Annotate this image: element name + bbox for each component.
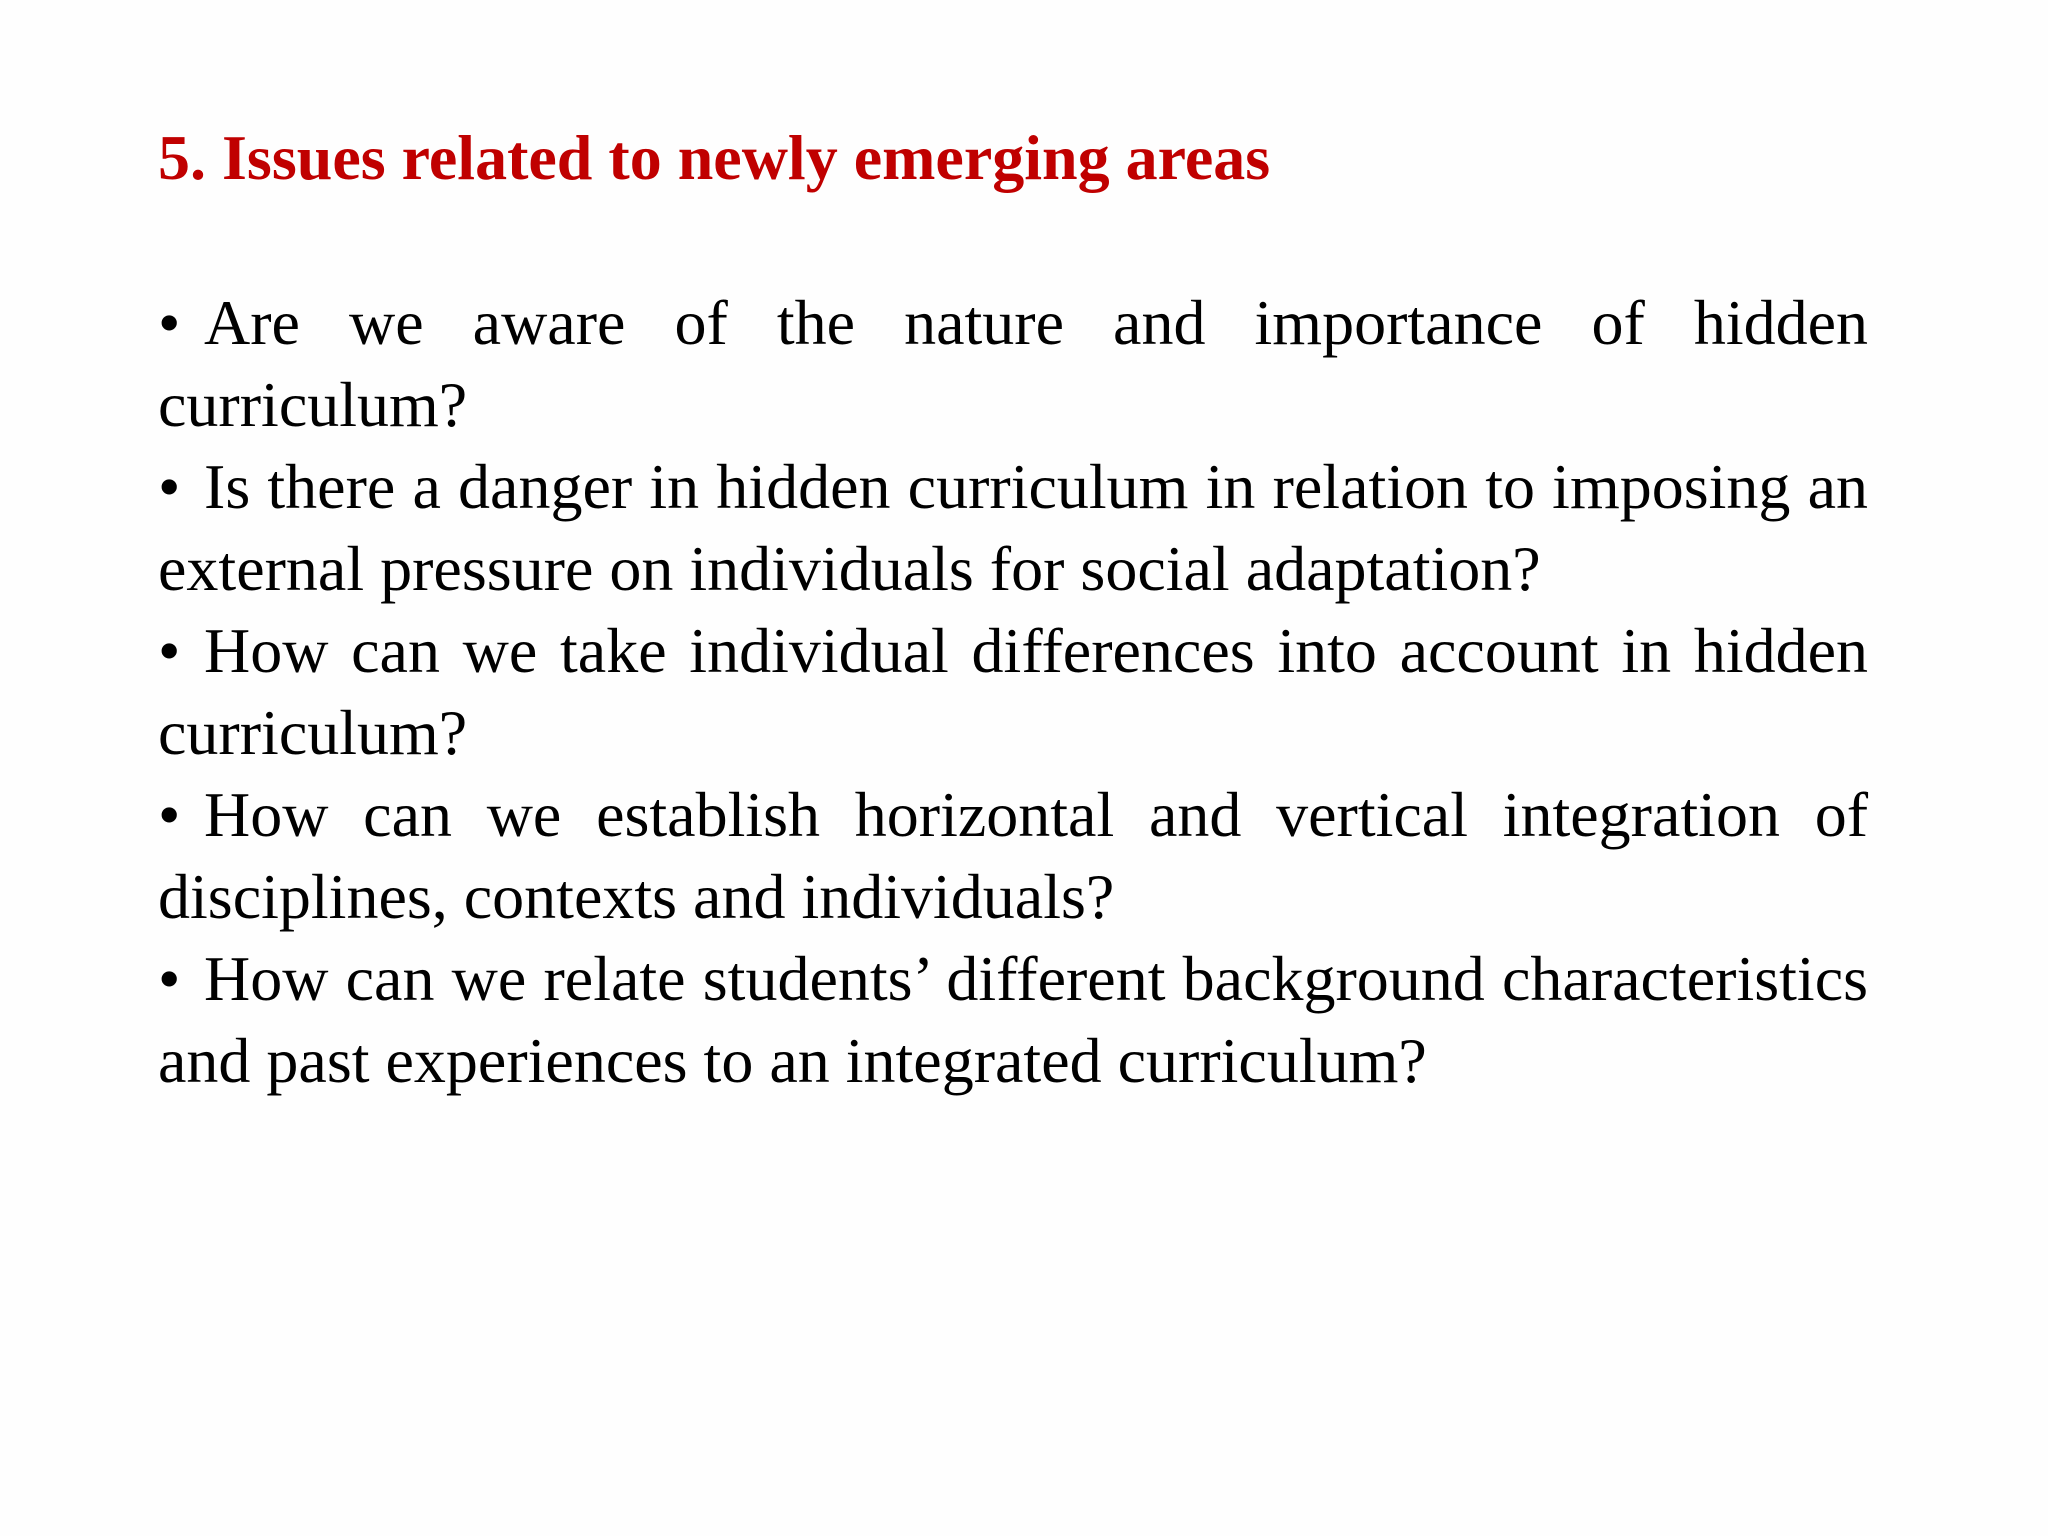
bullet-icon: • [158, 287, 181, 358]
bullet-icon: • [158, 779, 181, 850]
bullet-text: How can we relate students’ different background characteristics and past experiences to an integrated curriculum? [158, 943, 1868, 1096]
bullet-text: Are we aware of the nature and importance of hidden curriculum? [158, 287, 1868, 440]
slide-title: 5. Issues related to newly emerging areas [158, 122, 1271, 193]
bullet-icon: • [158, 451, 181, 522]
bullet-item-integration [158, 774, 1868, 938]
bullet-text: Is there a danger in hidden curriculum in relation to imposing an external pressure on individuals for social adaptation? [158, 451, 1868, 604]
bullet-text: How can we establish horizontal and vertical integration of disciplines, contexts and individuals? [158, 779, 1868, 932]
bullet-item-danger [158, 446, 1868, 610]
bullet-list [158, 282, 1868, 1102]
bullet-icon: • [158, 943, 181, 1014]
bullet-item-background [158, 938, 1868, 1102]
bullet-icon: • [158, 615, 181, 686]
bullet-item-awareness [158, 282, 1868, 446]
bullet-item-individual-differences [158, 610, 1868, 774]
bullet-text: How can we take individual differences into account in hidden curriculum? [158, 615, 1868, 768]
